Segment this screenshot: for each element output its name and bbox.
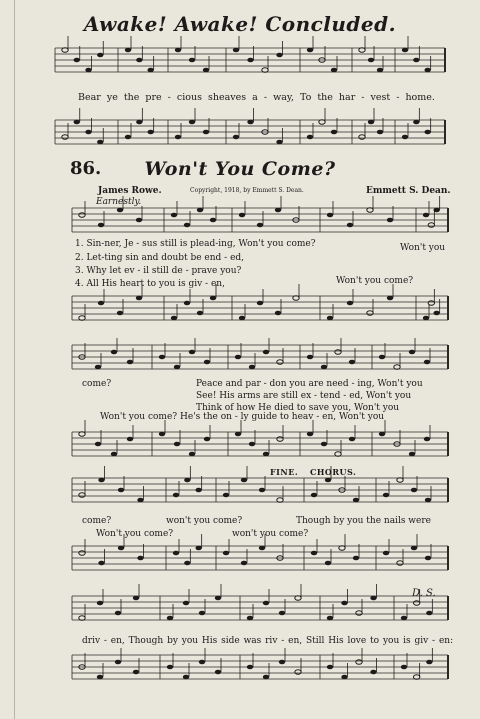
hymn-number: 86. [70, 158, 102, 179]
ds-marker: D. S. [412, 588, 436, 599]
hymn-author: James Rowe. [98, 186, 162, 196]
hymn-composer: Emmett S. Dean. [366, 186, 451, 196]
line3-though: Though by you the nails were [296, 516, 431, 526]
hymn-title: Won't You Come? [144, 158, 336, 180]
verse-1: 1. Sin-ner, Je - sus still is plead-ing, Won't you come? [75, 239, 316, 249]
line3-wont-you-come-a: won't you come? [166, 516, 243, 526]
chorus-marker: CHORUS. [310, 467, 357, 477]
top-lyric: Bear ye the pre - cious sheaves a - way, To the har - vest - home. [78, 92, 435, 103]
verse-2: 2. Let-ting sin and doubt be end - ed, [75, 253, 245, 263]
verse-3: 3. Why let ev - il still de - prave you? [75, 266, 242, 276]
line4-lyric: driv - en, Though by you His side was riv - en, Still His love to you is giv - en: [82, 636, 454, 646]
line3-wont-you-come-d: won't you come? [232, 529, 309, 539]
line3-come: come? [82, 516, 112, 526]
line2-verse-4: Won't you come? He's the on - ly guide to heav - en, Won't you [100, 412, 385, 422]
line2-verse-1: Peace and par - don you are need - ing, Won't you [196, 379, 423, 389]
line2-verse-2: See! His arms are still ex - tend - ed, Won't you [196, 391, 412, 401]
line3-wont-you-come-c: Won't you come? [96, 529, 174, 539]
fine-marker: FINE. [270, 467, 299, 477]
verse-4: 4. All His heart to you is giv - en, [75, 279, 225, 289]
echo-wont-you: Won't you [400, 243, 446, 253]
line2-verse-3: Think of how He died to save you, Won't you [196, 403, 400, 413]
hymn-copyright: Copyright, 1918, by Emmett S. Dean. [190, 187, 304, 194]
line2-come: come? [82, 379, 112, 389]
page-title: Awake! Awake! Concluded. [83, 12, 397, 36]
tempo-marking: Earnestly. [96, 197, 142, 207]
echo-wont-you-come: Won't you come? [336, 276, 414, 286]
